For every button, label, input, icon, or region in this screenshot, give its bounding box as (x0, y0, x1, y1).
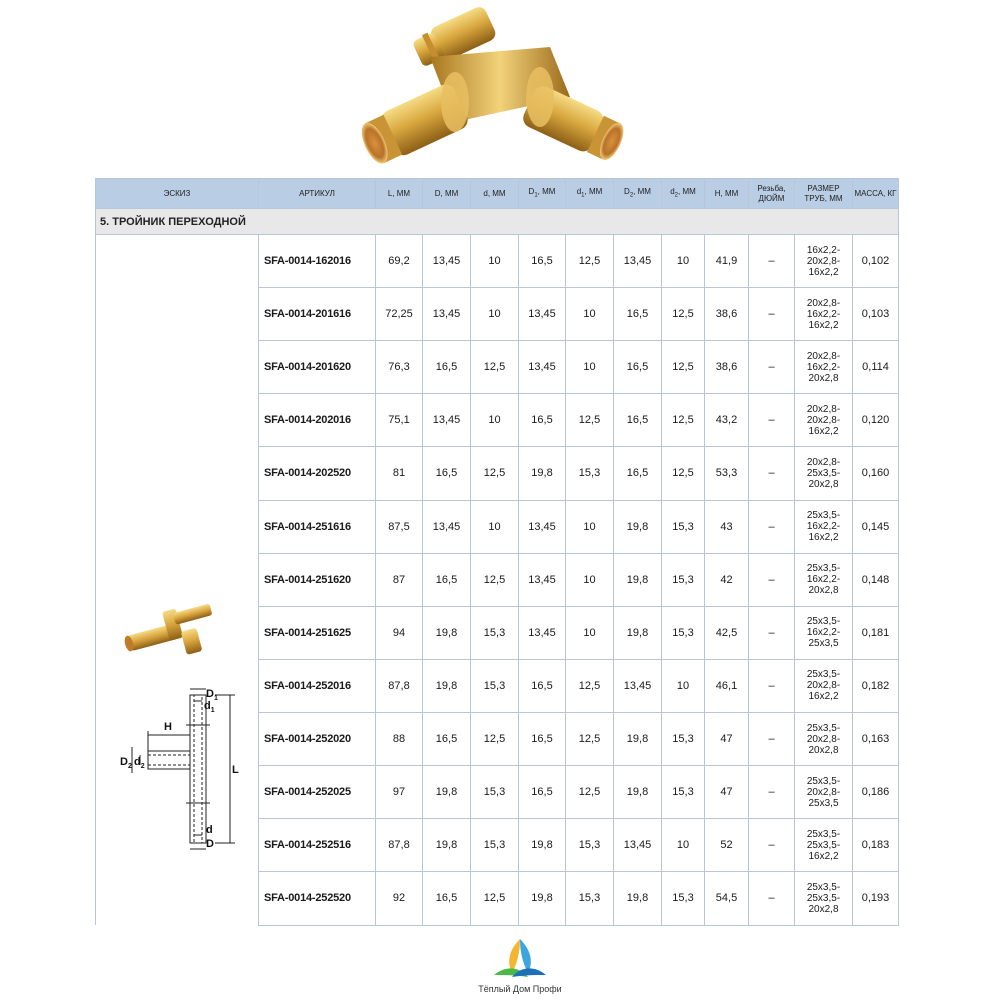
cell-pipe-size (795, 288, 853, 341)
cell-H: 43,2 (705, 394, 749, 447)
cell-d: 15,3 (471, 659, 519, 712)
cell-D2: 16,5 (614, 341, 662, 394)
product-spec-table (95, 178, 899, 926)
cell-D2: 16,5 (614, 288, 662, 341)
cell-d2: 12,5 (662, 288, 705, 341)
header-L: L, ММ (376, 179, 423, 209)
cell-D: 19,8 (423, 606, 471, 659)
cell-d2: 15,3 (662, 872, 705, 925)
pipe-size-line: 16x2,2- (806, 308, 841, 320)
logo-mark-icon (470, 935, 570, 985)
cell-d: 15,3 (471, 766, 519, 819)
cell-d1: 12,5 (566, 659, 614, 712)
cell-D1: 16,5 (519, 766, 566, 819)
pipe-size-line: 25x3,5- (806, 669, 841, 681)
cell-thread: – (749, 553, 795, 606)
pipe-size-line: 25x3,5- (806, 616, 841, 628)
cell-H: 43 (705, 500, 749, 553)
cell-d1: 15,3 (566, 819, 614, 872)
cell-d1: 15,3 (566, 447, 614, 500)
pipe-size-line: 16x2,2- (806, 627, 841, 639)
cell-d: 15,3 (471, 819, 519, 872)
cell-d1: 12,5 (566, 235, 614, 288)
pipe-size-line: 20x2,8- (806, 255, 841, 267)
header-sketch: ЭСКИЗ (96, 179, 259, 209)
cell-D: 13,45 (423, 288, 471, 341)
header-D: D, ММ (423, 179, 471, 209)
cell-D2: 13,45 (614, 235, 662, 288)
cell-L: 87 (376, 553, 423, 606)
cell-D2: 16,5 (614, 447, 662, 500)
cell-thread: – (749, 341, 795, 394)
cell-mass: 0,145 (853, 500, 899, 553)
cell-thread: – (749, 712, 795, 765)
cell-H: 38,6 (705, 288, 749, 341)
cell-L: 94 (376, 606, 423, 659)
pipe-size-line: 25x3,5 (808, 638, 839, 650)
cell-d1: 10 (566, 288, 614, 341)
cell-d2: 15,3 (662, 500, 705, 553)
cell-H: 42 (705, 553, 749, 606)
cell-d1: 10 (566, 341, 614, 394)
header-D2: $D_2$, ММ (614, 179, 662, 209)
pipe-size-line: 25x3,5- (806, 467, 841, 479)
label-D1: $D_1$ (206, 688, 218, 702)
pipe-size-line: 16x2,2 (808, 532, 839, 544)
tee-small-photo (122, 600, 222, 660)
cell-L: 92 (376, 872, 423, 925)
cell-L: 76,3 (376, 341, 423, 394)
dimension-drawing (120, 685, 240, 855)
cell-d2: 10 (662, 659, 705, 712)
cell-mass: 0,181 (853, 606, 899, 659)
pipe-size-line: 25x3,5- (806, 563, 841, 575)
pipe-size-line: 16x2,2- (806, 244, 841, 256)
cell-H: 47 (705, 712, 749, 765)
cell-D2: 19,8 (614, 872, 662, 925)
cell-d: 10 (471, 394, 519, 447)
cell-d1: 12,5 (566, 394, 614, 447)
cell-article: SFA-0014-252520 (259, 872, 376, 925)
pipe-size-line: 25x3,5- (806, 510, 841, 522)
cell-d: 15,3 (471, 606, 519, 659)
table-header-row (96, 179, 899, 209)
cell-pipe-size (795, 872, 853, 925)
cell-pipe-size (795, 394, 853, 447)
pipe-size-line: 20x2,8 (808, 478, 839, 490)
cell-D1: 13,45 (519, 500, 566, 553)
pipe-size-line: 20x2,8- (806, 350, 841, 362)
pipe-size-line: 25x3,5- (806, 881, 841, 893)
cell-article: SFA-0014-252516 (259, 819, 376, 872)
cell-H: 41,9 (705, 235, 749, 288)
company-logo (470, 935, 570, 997)
cell-pipe-size (795, 659, 853, 712)
cell-H: 46,1 (705, 659, 749, 712)
cell-D: 19,8 (423, 766, 471, 819)
cell-mass: 0,114 (853, 341, 899, 394)
cell-d2: 10 (662, 819, 705, 872)
cell-d: 12,5 (471, 712, 519, 765)
cell-D1: 16,5 (519, 659, 566, 712)
pipe-size-line: 16x2,2 (808, 425, 839, 437)
cell-D1: 16,5 (519, 235, 566, 288)
cell-d: 10 (471, 288, 519, 341)
cell-mass: 0,120 (853, 394, 899, 447)
cell-D1: 13,45 (519, 553, 566, 606)
pipe-size-line: 16x2,2 (808, 691, 839, 703)
pipe-size-line: 16x2,2- (806, 361, 841, 373)
cell-D1: 16,5 (519, 394, 566, 447)
cell-d2: 12,5 (662, 447, 705, 500)
cell-d: 10 (471, 235, 519, 288)
cell-thread: – (749, 500, 795, 553)
label-d1: $d_1$ (204, 700, 215, 714)
cell-thread: – (749, 819, 795, 872)
cell-L: 81 (376, 447, 423, 500)
label-d: d (206, 824, 213, 836)
cell-article: SFA-0014-202016 (259, 394, 376, 447)
cell-pipe-size (795, 606, 853, 659)
cell-D1: 16,5 (519, 712, 566, 765)
cell-d: 12,5 (471, 553, 519, 606)
cell-d1: 12,5 (566, 766, 614, 819)
cell-D: 16,5 (423, 553, 471, 606)
cell-L: 69,2 (376, 235, 423, 288)
cell-D1: 19,8 (519, 447, 566, 500)
cell-thread: – (749, 447, 795, 500)
cell-d1: 10 (566, 500, 614, 553)
cell-D1: 13,45 (519, 288, 566, 341)
cell-d: 12,5 (471, 447, 519, 500)
section-title: 5. ТРОЙНИК ПЕРЕХОДНОЙ (96, 209, 899, 235)
cell-D2: 13,45 (614, 659, 662, 712)
cell-d1: 10 (566, 553, 614, 606)
pipe-size-line: 20x2,8- (806, 786, 841, 798)
cell-mass: 0,186 (853, 766, 899, 819)
cell-article: SFA-0014-251625 (259, 606, 376, 659)
pipe-size-line: 20x2,8 (808, 903, 839, 915)
cell-mass: 0,182 (853, 659, 899, 712)
cell-d2: 15,3 (662, 606, 705, 659)
pipe-size-line: 20x2,8 (808, 744, 839, 756)
cell-d2: 15,3 (662, 766, 705, 819)
cell-article: SFA-0014-252020 (259, 712, 376, 765)
cell-thread: – (749, 394, 795, 447)
label-d2: $d_2$ (134, 756, 145, 770)
pipe-size-line: 16x2,2 (808, 319, 839, 331)
pipe-size-line: 16x2,2 (808, 266, 839, 278)
cell-L: 87,5 (376, 500, 423, 553)
cell-mass: 0,163 (853, 712, 899, 765)
cell-mass: 0,193 (853, 872, 899, 925)
pipe-size-line: 20x2,8- (806, 414, 841, 426)
cell-L: 87,8 (376, 819, 423, 872)
cell-d1: 15,3 (566, 872, 614, 925)
label-L: L (232, 764, 239, 776)
pipe-size-line: 20x2,8- (806, 456, 841, 468)
cell-thread: – (749, 235, 795, 288)
label-D: D (206, 838, 214, 850)
cell-L: 87,8 (376, 659, 423, 712)
pipe-size-line: 20x2,8- (806, 297, 841, 309)
pipe-size-line: 20x2,8 (808, 585, 839, 597)
cell-mass: 0,148 (853, 553, 899, 606)
cell-D1: 19,8 (519, 819, 566, 872)
cell-thread: – (749, 872, 795, 925)
cell-d2: 10 (662, 235, 705, 288)
pipe-size-line: 25x3,5 (808, 797, 839, 809)
cell-D2: 19,8 (614, 766, 662, 819)
cell-article: SFA-0014-251616 (259, 500, 376, 553)
cell-thread: – (749, 606, 795, 659)
cell-d2: 12,5 (662, 394, 705, 447)
header-D1: $D_1$, ММ (519, 179, 566, 209)
cell-mass: 0,103 (853, 288, 899, 341)
cell-mass: 0,183 (853, 819, 899, 872)
pipe-size-line: 20x2,8- (806, 680, 841, 692)
cell-D2: 19,8 (614, 606, 662, 659)
cell-pipe-size (795, 235, 853, 288)
cell-H: 38,6 (705, 341, 749, 394)
cell-d1: 10 (566, 606, 614, 659)
cell-thread: – (749, 766, 795, 819)
cell-d1: 12,5 (566, 712, 614, 765)
cell-pipe-size (795, 712, 853, 765)
cell-D: 13,45 (423, 235, 471, 288)
pipe-size-line: 25x3,5- (806, 722, 841, 734)
cell-article: SFA-0014-201620 (259, 341, 376, 394)
pipe-size-line: 20x2,8 (808, 372, 839, 384)
cell-pipe-size (795, 447, 853, 500)
cell-pipe-size (795, 819, 853, 872)
cell-article: SFA-0014-252016 (259, 659, 376, 712)
cell-thread: – (749, 288, 795, 341)
cell-d: 12,5 (471, 341, 519, 394)
cell-L: 88 (376, 712, 423, 765)
cell-d: 10 (471, 500, 519, 553)
section-row (96, 209, 899, 235)
pipe-size-line: 25x3,5- (806, 892, 841, 904)
cell-D2: 13,45 (614, 819, 662, 872)
pipe-size-line: 16x2,2- (806, 521, 841, 533)
cell-article: SFA-0014-162016 (259, 235, 376, 288)
cell-article: SFA-0014-252025 (259, 766, 376, 819)
cell-D1: 19,8 (519, 872, 566, 925)
cell-d: 12,5 (471, 872, 519, 925)
cell-d2: 15,3 (662, 553, 705, 606)
table-row (96, 235, 899, 288)
cell-H: 54,5 (705, 872, 749, 925)
cell-L: 97 (376, 766, 423, 819)
cell-D: 16,5 (423, 341, 471, 394)
logo-text: Тёплый Дом Профи (478, 984, 562, 994)
pipe-size-line: 25x3,5- (806, 828, 841, 840)
pipe-size-line: 16x2,2 (808, 850, 839, 862)
cell-D: 19,8 (423, 819, 471, 872)
cell-D2: 16,5 (614, 394, 662, 447)
cell-L: 72,25 (376, 288, 423, 341)
cell-article: SFA-0014-201616 (259, 288, 376, 341)
cell-L: 75,1 (376, 394, 423, 447)
pipe-size-line: 20x2,8- (806, 403, 841, 415)
header-d2: $d_2$, ММ (662, 179, 705, 209)
cell-D1: 13,45 (519, 341, 566, 394)
cell-H: 53,3 (705, 447, 749, 500)
cell-pipe-size (795, 500, 853, 553)
cell-thread: – (749, 659, 795, 712)
pipe-size-line: 25x3,5- (806, 775, 841, 787)
cell-H: 52 (705, 819, 749, 872)
label-H: H (164, 721, 172, 733)
cell-pipe-size (795, 553, 853, 606)
pipe-size-line: 16x2,2- (806, 574, 841, 586)
header-H: H, ММ (705, 179, 749, 209)
cell-D1: 13,45 (519, 606, 566, 659)
cell-D2: 19,8 (614, 553, 662, 606)
cell-pipe-size (795, 766, 853, 819)
pipe-size-line: 20x2,8- (806, 733, 841, 745)
cell-article: SFA-0014-251620 (259, 553, 376, 606)
cell-D: 13,45 (423, 394, 471, 447)
cell-D: 16,5 (423, 712, 471, 765)
cell-D2: 19,8 (614, 712, 662, 765)
cell-H: 47 (705, 766, 749, 819)
cell-D: 19,8 (423, 659, 471, 712)
header-pipe-size: РАЗМЕР ТРУБ, ММ (795, 179, 853, 209)
cell-mass: 0,102 (853, 235, 899, 288)
cell-d2: 12,5 (662, 341, 705, 394)
header-d: d, ММ (471, 179, 519, 209)
cell-H: 42,5 (705, 606, 749, 659)
sketch-cell (96, 235, 259, 926)
cell-D2: 19,8 (614, 500, 662, 553)
header-mass: МАССА, КГ (853, 179, 899, 209)
cell-D: 16,5 (423, 447, 471, 500)
cell-d2: 15,3 (662, 712, 705, 765)
cell-D: 16,5 (423, 872, 471, 925)
pipe-size-line: 25x3,5- (806, 839, 841, 851)
header-thread: Резьба, ДЮЙМ (749, 179, 795, 209)
tee-fitting-photo (360, 2, 630, 172)
cell-pipe-size (795, 341, 853, 394)
cell-D: 13,45 (423, 500, 471, 553)
label-D2: $D_2$ (120, 756, 132, 770)
header-article: АРТИКУЛ (259, 179, 376, 209)
header-d1: $d_1$, ММ (566, 179, 614, 209)
cell-article: SFA-0014-202520 (259, 447, 376, 500)
cell-mass: 0,160 (853, 447, 899, 500)
